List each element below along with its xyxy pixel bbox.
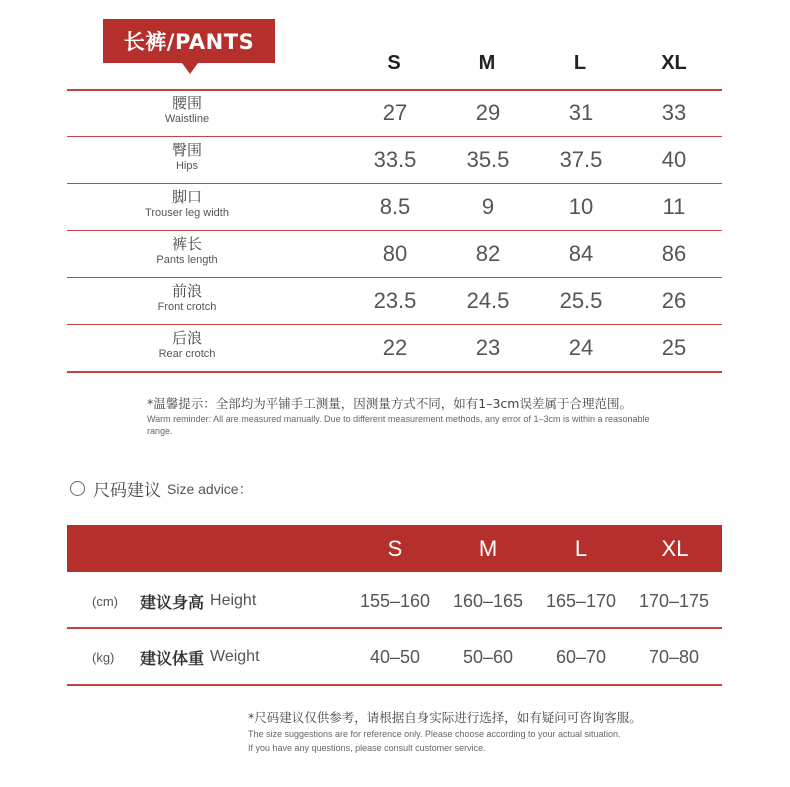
cell-value: 9 — [481, 194, 495, 219]
advice-label-zh: 建议体重 — [140, 648, 205, 668]
badge-pointer — [182, 63, 198, 74]
cell-value: 22 — [382, 335, 408, 360]
cell-value: 40 — [661, 147, 687, 172]
advice-row-weight — [67, 629, 722, 685]
cell-value: 84 — [568, 241, 594, 266]
advice-title-zh: 尺码建议 — [93, 481, 161, 501]
advice-bottom-line — [67, 684, 722, 686]
advice-value: 160–165 — [452, 590, 524, 611]
cell-value: 10 — [568, 194, 594, 219]
cell-value: 33.5 — [373, 147, 417, 172]
table-row — [67, 137, 722, 183]
circle-icon — [70, 481, 85, 496]
cell-value: 25 — [661, 335, 687, 360]
advice-value: 165–170 — [545, 590, 617, 611]
advice-size-l: L — [574, 535, 588, 561]
advice-value: 70–80 — [648, 646, 700, 667]
row-label-en: Trouser leg width — [145, 207, 229, 219]
cell-value: 24.5 — [466, 288, 510, 313]
table-row — [67, 231, 722, 277]
cell-value: 11 — [662, 194, 686, 219]
size-footnote — [248, 708, 768, 754]
advice-size-m: M — [478, 535, 498, 561]
size-header-s: S — [387, 52, 401, 74]
row-label-en: Pants length — [156, 254, 218, 266]
cell-value: 26 — [661, 288, 687, 313]
table-row — [67, 325, 722, 371]
reminder-zh: *温馨提示：全部均为平铺手工测量，因测量方式不同，如有1–3cm误差属于合理范围。 — [147, 396, 632, 411]
unit-label: (cm) — [92, 593, 118, 609]
cell-value: 8.5 — [379, 194, 411, 219]
row-label-zh: 臀围 — [171, 141, 202, 159]
row-label-en: Waistline — [164, 113, 210, 125]
advice-label-zh: 建议身高 — [140, 592, 205, 612]
row-label-en: Rear crotch — [158, 348, 216, 360]
size-header-xl: XL — [661, 52, 687, 74]
row-label-en: Hips — [175, 160, 198, 172]
row-label-zh: 裤长 — [171, 235, 202, 253]
advice-value: 155–160 — [359, 590, 431, 611]
advice-title-en: Size advice： — [167, 480, 253, 497]
row-label-zh: 腰围 — [171, 94, 202, 112]
advice-label-en: Weight — [210, 648, 260, 665]
table-bottom-line — [67, 371, 722, 373]
cell-value: 80 — [382, 241, 408, 266]
cell-value: 29 — [475, 100, 501, 125]
advice-size-s: S — [387, 535, 403, 561]
unit-label: (kg) — [92, 649, 115, 665]
measurement-reminder — [147, 394, 747, 437]
table-row — [67, 90, 722, 136]
table-row — [67, 184, 722, 230]
cell-value: 33 — [661, 100, 687, 125]
advice-value: 40–50 — [369, 646, 421, 667]
advice-label-en: Height — [210, 592, 257, 609]
cell-value: 24 — [568, 335, 594, 360]
cell-value: 25.5 — [559, 288, 603, 313]
table-row — [67, 278, 722, 324]
advice-row-height — [67, 573, 722, 629]
footnote-en-1: The size suggestions are for reference only. Please choose according to your actual situation. — [248, 729, 621, 739]
row-label-zh: 前浪 — [171, 282, 202, 300]
cell-value: 31 — [568, 100, 594, 125]
reminder-en: Warm reminder: All are measured manually. Due to different measurement methods, any error of 1–3cm is within a reasonable range. — [147, 414, 650, 436]
advice-value: 60–70 — [555, 646, 607, 667]
cell-value: 35.5 — [466, 147, 510, 172]
size-advice-title — [70, 476, 253, 501]
row-label-en: Front crotch — [157, 301, 217, 313]
cell-value: 86 — [661, 241, 687, 266]
row-label-zh: 脚口 — [171, 188, 202, 206]
size-header-m: M — [478, 52, 496, 74]
pants-badge: 长裤/PANTS — [103, 19, 275, 63]
cell-value: 27 — [382, 100, 408, 125]
cell-value: 37.5 — [559, 147, 603, 172]
advice-value: 170–175 — [638, 590, 710, 611]
cell-value: 82 — [475, 241, 501, 266]
advice-size-xl: XL — [661, 535, 689, 561]
footnote-zh: *尺码建议仅供参考，请根据自身实际进行选择，如有疑问可咨询客服。 — [248, 710, 642, 725]
row-label-zh: 后浪 — [171, 329, 202, 347]
cell-value: 23 — [475, 335, 501, 360]
cell-value: 23.5 — [373, 288, 417, 313]
size-header-l: L — [573, 52, 587, 74]
advice-value: 50–60 — [462, 646, 514, 667]
footnote-en-2: If you have any questions, please consult customer service. — [248, 743, 486, 754]
